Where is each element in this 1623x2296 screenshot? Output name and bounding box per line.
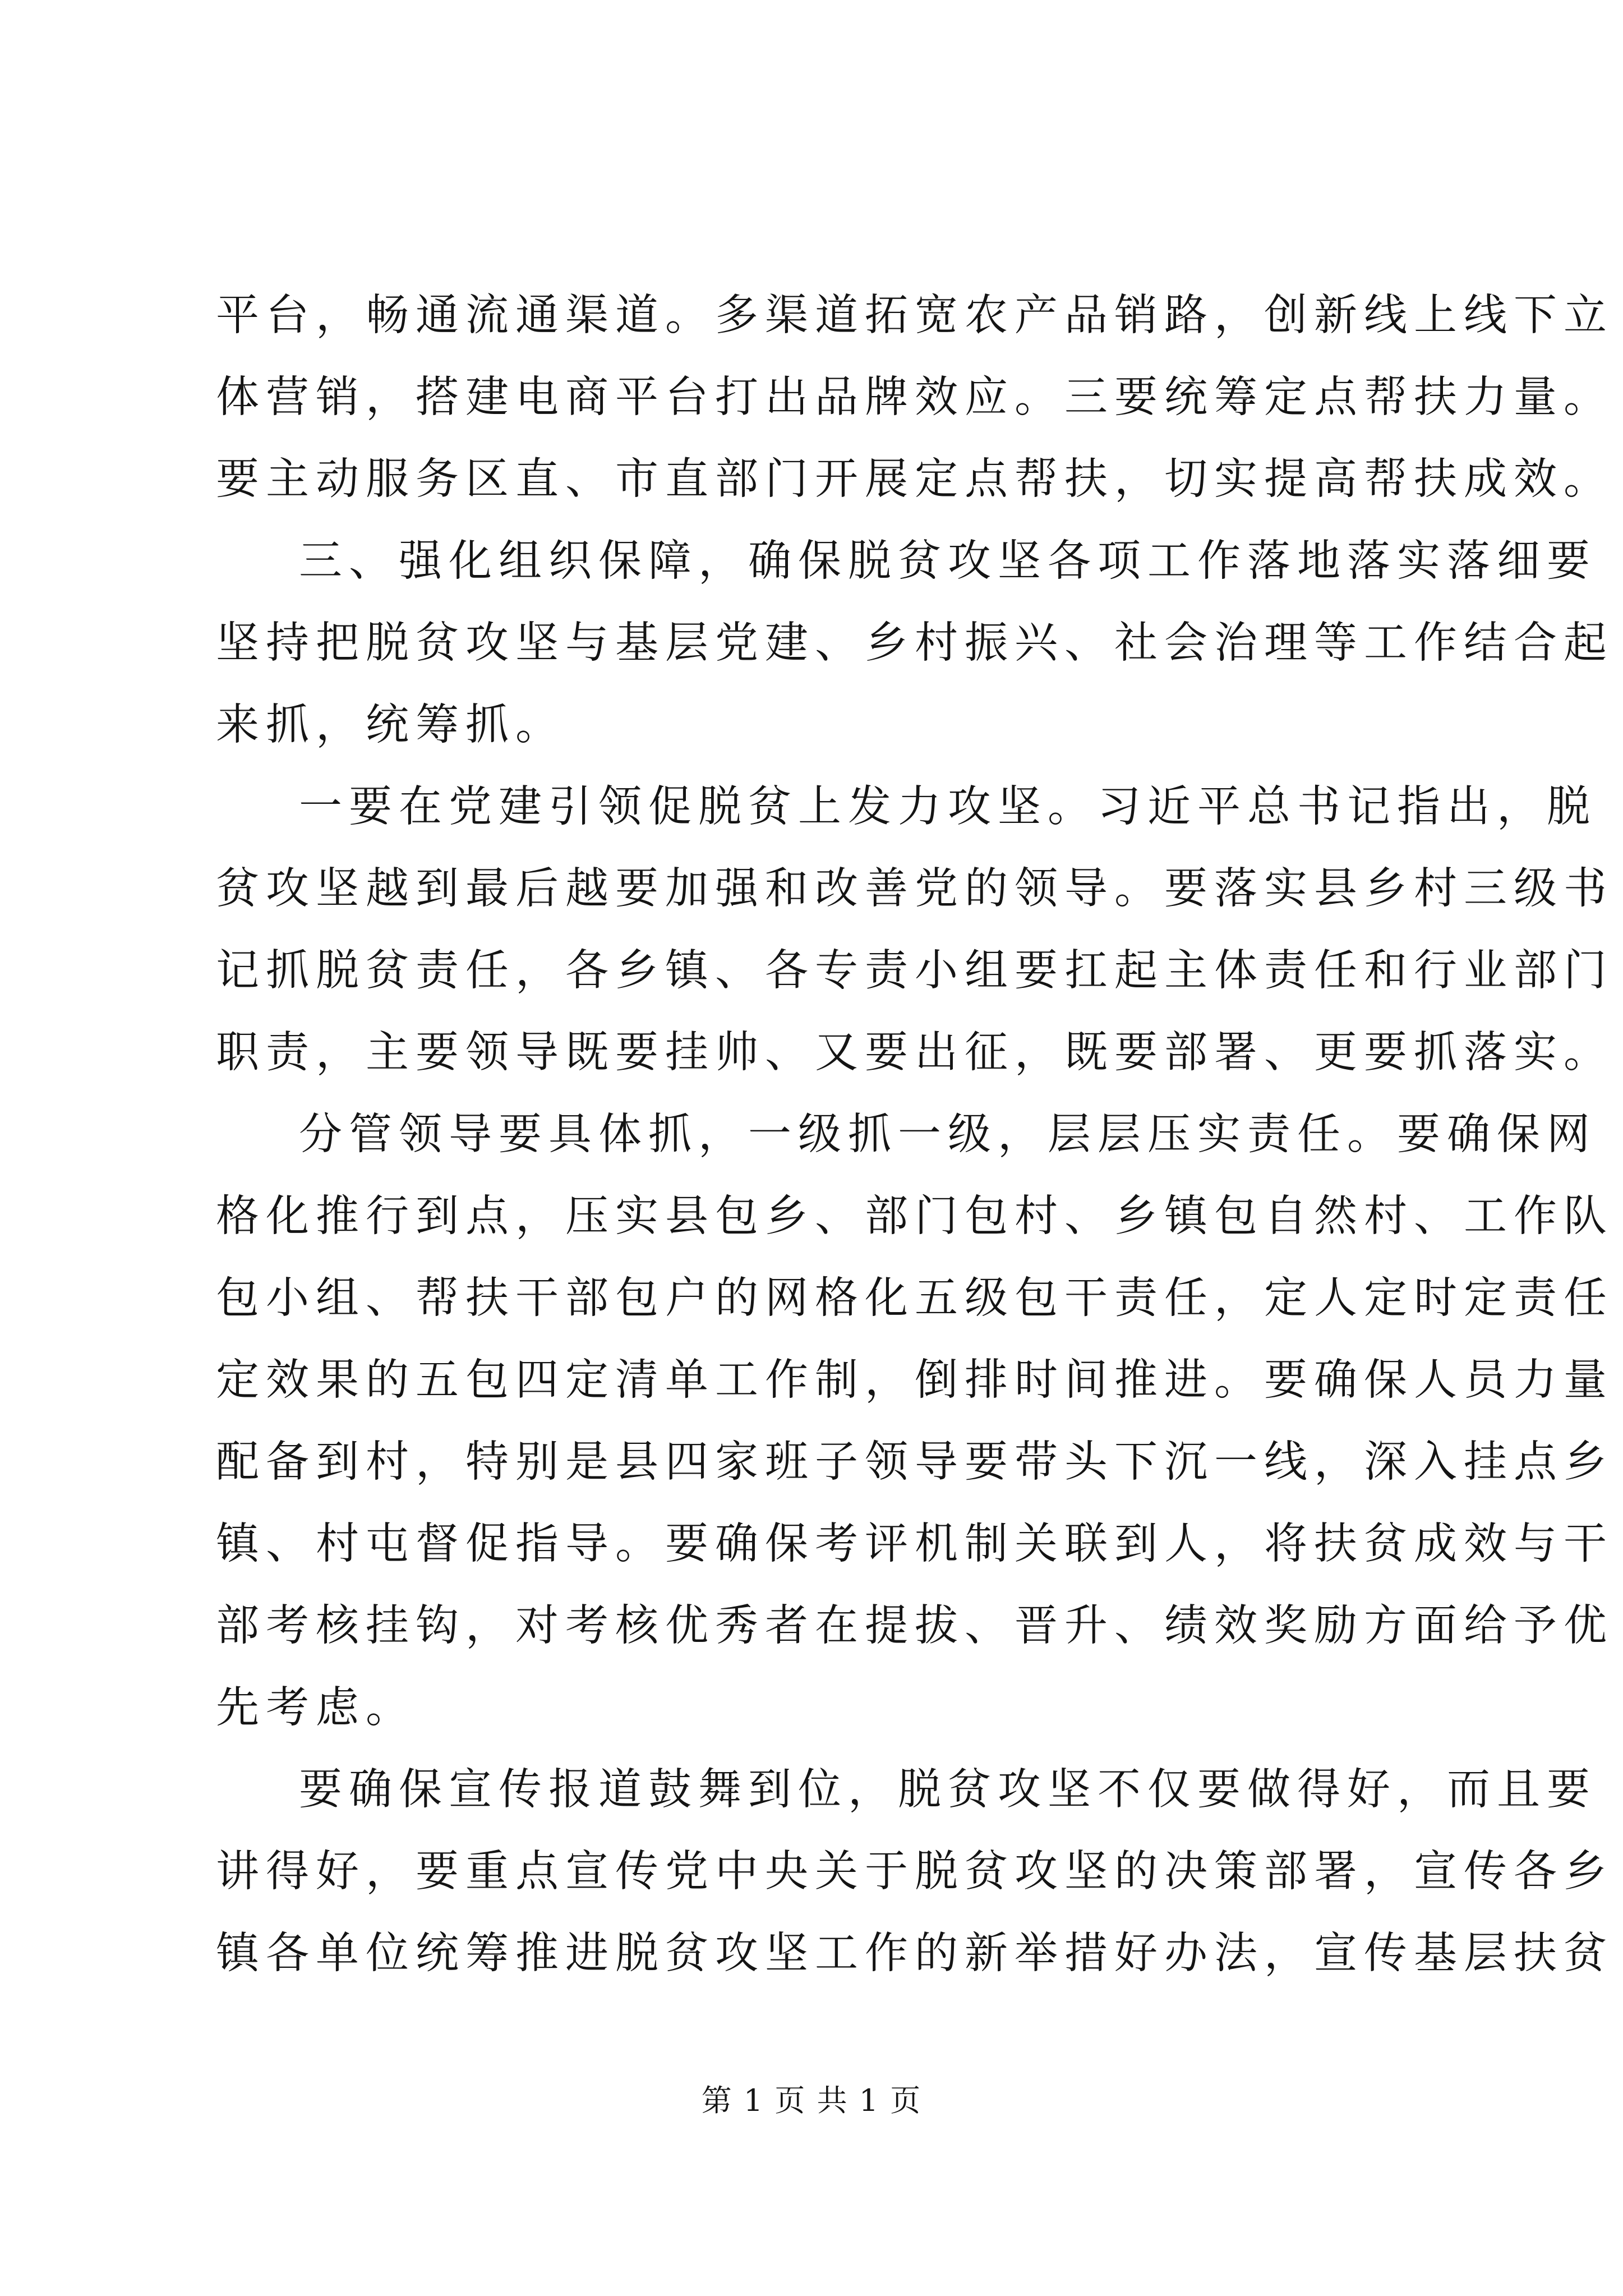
text-line: 格化推行到点，压实县包乡、部门包村、乡镇包自然村、工作队 (216, 1191, 1613, 1241)
text-line: 坚持把脱贫攻坚与基层党建、乡村振兴、社会治理等工作结合起 (216, 618, 1613, 668)
text-line: 部考核挂钩，对考核优秀者在提拔、晋升、绩效奖励方面给予优 (216, 1601, 1613, 1651)
paragraph-first-line: 分管领导要具体抓，一级抓一级，层层压实责任。要确保网 (299, 1110, 1597, 1159)
text-line: 先考虑。 (216, 1683, 416, 1733)
text-line: 贫攻坚越到最后越要加强和改善党的领导。要落实县乡村三级书 (216, 864, 1613, 914)
text-line: 体营销，搭建电商平台打出品牌效应。三要统筹定点帮扶力量。 (216, 372, 1613, 422)
text-line: 记抓脱贫责任，各乡镇、各专责小组要扛起主体责任和行业部门 (216, 946, 1613, 996)
text-line: 要主动服务区直、市直部门开展定点帮扶，切实提高帮扶成效。 (216, 454, 1613, 504)
text-line: 包小组、帮扶干部包户的网格化五级包干责任，定人定时定责任 (216, 1273, 1613, 1323)
text-line: 镇、村屯督促指导。要确保考评机制关联到人，将扶贫成效与干 (216, 1519, 1613, 1569)
paragraph-first-line: 要确保宣传报道鼓舞到位，脱贫攻坚不仅要做得好，而且要 (299, 1765, 1597, 1815)
paragraph-first-line: 一要在党建引领促脱贫上发力攻坚。习近平总书记指出，脱 (299, 782, 1597, 832)
text-line: 配备到村，特别是县四家班子领导要带头下沉一线，深入挂点乡 (216, 1437, 1613, 1487)
section-heading-line: 三、强化组织保障，确保脱贫攻坚各项工作落地落实落细要 (299, 536, 1597, 586)
text-line: 职责，主要领导既要挂帅、又要出征，既要部署、更要抓落实。 (216, 1028, 1613, 1078)
page-number-footer: 第 1 页 共 1 页 (701, 2083, 922, 2118)
text-line: 镇各单位统筹推进脱贫攻坚工作的新举措好办法，宣传基层扶贫 (216, 1929, 1613, 1978)
document-body (216, 275, 1613, 1995)
text-line: 平台，畅通流通渠道。多渠道拓宽农产品销路，创新线上线下立 (216, 291, 1613, 341)
text-line: 讲得好，要重点宣传党中央关于脱贫攻坚的决策部署，宣传各乡 (216, 1847, 1613, 1897)
text-line: 来抓，统筹抓。 (216, 700, 565, 750)
text-line: 定效果的五包四定清单工作制，倒排时间推进。要确保人员力量 (216, 1355, 1613, 1405)
